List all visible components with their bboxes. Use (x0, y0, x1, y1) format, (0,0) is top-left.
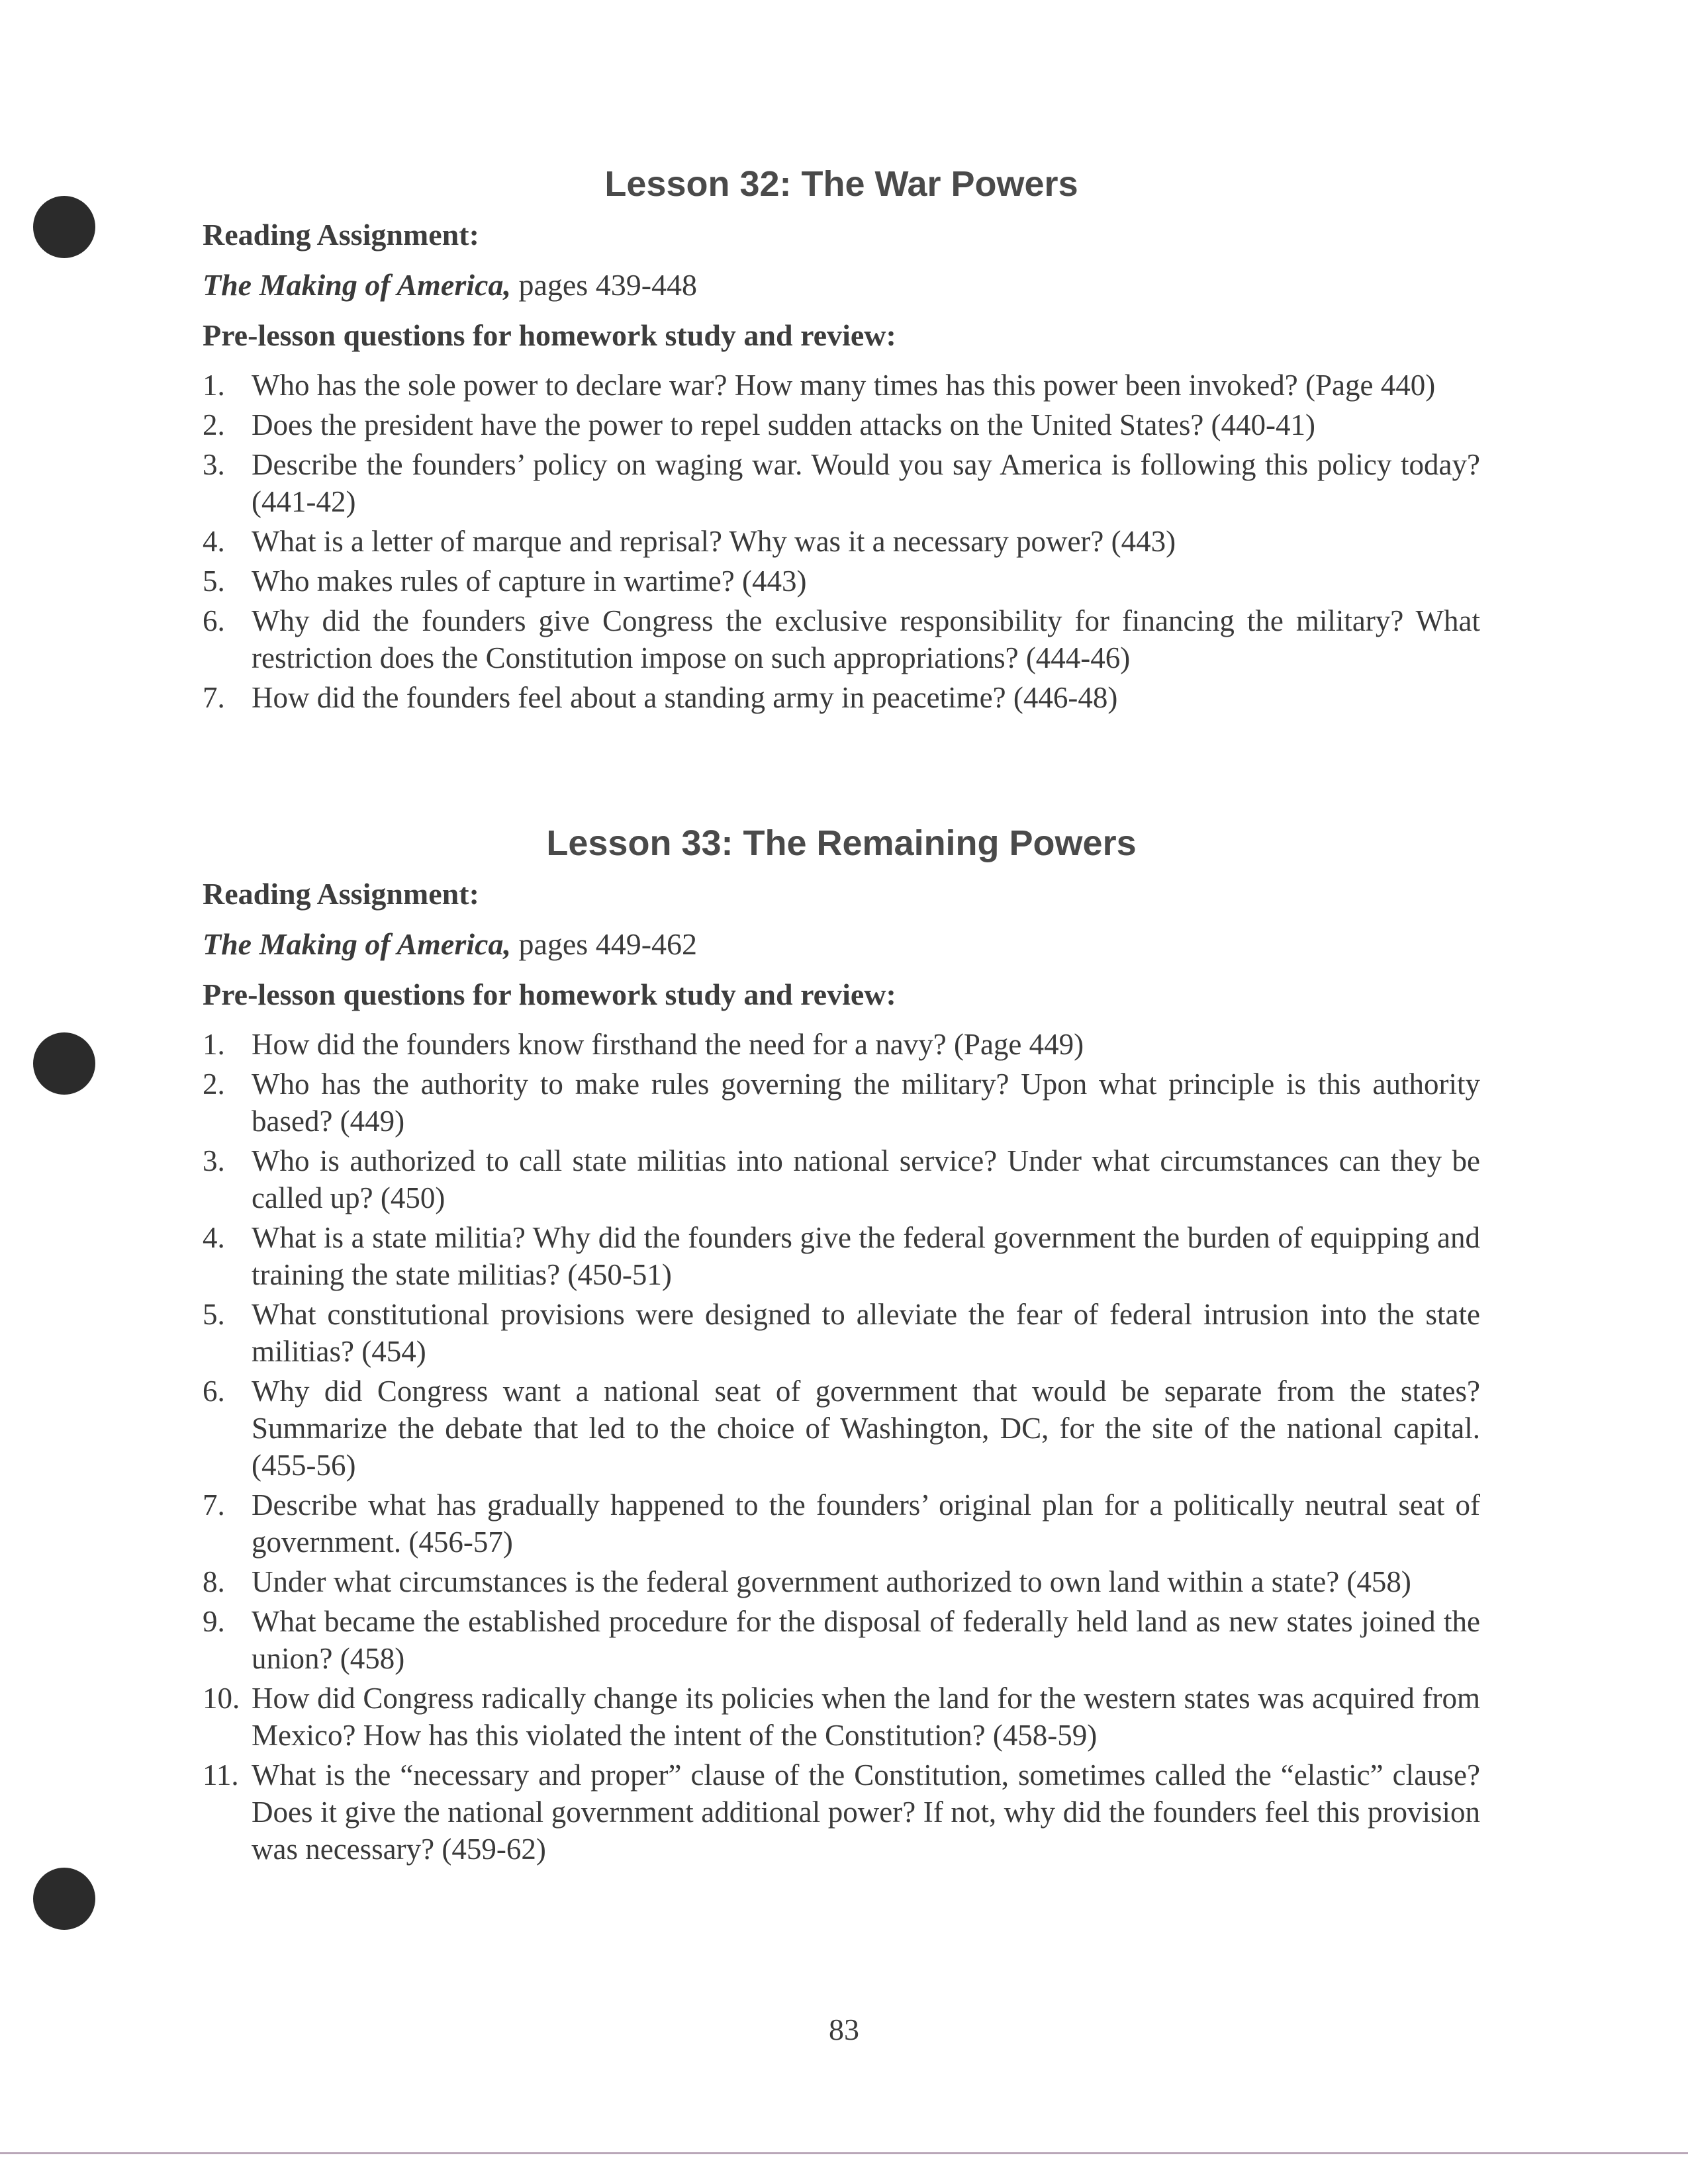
question-list (203, 367, 1480, 716)
page-number: 83 (829, 2013, 859, 2046)
question-item (203, 523, 1480, 560)
book-title: The Making of America, (203, 268, 511, 302)
question-item (203, 1026, 1480, 1063)
question-item (203, 1756, 1480, 1868)
question-item (203, 1296, 1480, 1370)
lesson-33-section (203, 818, 1480, 1870)
question-item (203, 1563, 1480, 1600)
question-item (203, 1486, 1480, 1561)
question-item (203, 367, 1480, 404)
question-number: 6. (203, 604, 225, 637)
question-item (203, 1373, 1480, 1484)
book-title: The Making of America, (203, 927, 511, 961)
question-item (203, 1219, 1480, 1293)
reading-assignment-label: Reading Assignment: (203, 218, 479, 251)
bottom-rule (0, 2152, 1688, 2154)
page-range: pages 449-462 (510, 927, 698, 961)
reading-assignment-label: Reading Assignment: (203, 877, 479, 911)
question-number: 3. (203, 1144, 225, 1177)
question-text: Why did the founders give Congress the exclusive responsibility for financing the military? What restriction does the Constitution impose on such appropriations? (444-46) (252, 604, 1480, 674)
reading-assignment (203, 925, 1480, 964)
binder-hole (33, 1032, 95, 1095)
question-number: 5. (203, 1298, 225, 1331)
question-number: 11. (203, 1758, 239, 1792)
question-item (203, 446, 1480, 520)
question-text: What is a letter of marque and reprisal? Why was it a necessary power? (443) (252, 525, 1176, 558)
question-text: How did the founders know firsthand the need for a navy? (Page 449) (252, 1028, 1084, 1061)
binder-hole (33, 196, 95, 258)
question-text: Who has the sole power to declare war? How many times has this power been invoked? (Page 440) (252, 369, 1436, 402)
question-number: 5. (203, 565, 225, 598)
question-text: Who is authorized to call state militias into national service? Under what circumstances can they be called up? (450) (252, 1144, 1480, 1214)
question-item (203, 679, 1480, 716)
question-item (203, 406, 1480, 443)
question-number: 4. (203, 1221, 225, 1254)
question-item (203, 602, 1480, 676)
question-item (203, 1066, 1480, 1140)
question-list (203, 1026, 1480, 1868)
question-item (203, 1142, 1480, 1216)
question-number: 1. (203, 369, 225, 402)
question-number: 2. (203, 408, 225, 441)
question-text: Describe what has gradually happened to the founders’ original plan for a politically neutral seat of government. (456-57) (252, 1488, 1480, 1559)
question-text: Describe the founders’ policy on waging war. Would you say America is following this policy today? (441-42) (252, 448, 1480, 518)
question-item (203, 1603, 1480, 1677)
question-text: Under what circumstances is the federal government authorized to own land within a state? (458) (252, 1565, 1411, 1598)
question-text: What is the “necessary and proper” clause of the Constitution, sometimes called the “elastic” clause? Does it give the national government additional power? If not, why did the founders feel this provision was necessary? (459-62) (252, 1758, 1480, 1866)
question-item (203, 1680, 1480, 1754)
question-text: Why did Congress want a national seat of government that would be separate from the states? Summarize the debate that led to the choice of Washington, DC, for the site of the national capital. (455-56) (252, 1375, 1480, 1482)
question-number: 4. (203, 525, 225, 558)
question-text: Does the president have the power to repel sudden attacks on the United States? (440-41) (252, 408, 1316, 441)
page-range: pages 439-448 (510, 268, 698, 302)
question-number: 8. (203, 1565, 225, 1598)
question-text: How did the founders feel about a standing army in peacetime? (446-48) (252, 681, 1118, 714)
binder-hole (33, 1868, 95, 1930)
question-text: What constitutional provisions were designed to alleviate the fear of federal intrusion into the state militias? (454) (252, 1298, 1480, 1368)
question-number: 1. (203, 1028, 225, 1061)
lesson-32-section (203, 159, 1480, 719)
lesson-title: Lesson 33: The Remaining Powers (546, 823, 1137, 863)
question-number: 3. (203, 448, 225, 481)
question-text: Who makes rules of capture in wartime? (443) (252, 565, 807, 598)
question-number: 2. (203, 1068, 225, 1101)
question-number: 7. (203, 1488, 225, 1522)
question-number: 7. (203, 681, 225, 714)
question-number: 6. (203, 1375, 225, 1408)
questions-label: Pre-lesson questions for homework study and review: (203, 978, 896, 1011)
question-text: Who has the authority to make rules governing the military? Upon what principle is this authority based? (449) (252, 1068, 1480, 1138)
question-item (203, 563, 1480, 600)
question-number: 9. (203, 1605, 225, 1638)
question-text: What is a state militia? Why did the founders give the federal government the burden of equipping and training the state militias? (450-51) (252, 1221, 1480, 1291)
question-text: How did Congress radically change its policies when the land for the western states was acquired from Mexico? How has this violated the intent of the Constitution? (458-59) (252, 1682, 1480, 1752)
question-text: What became the established procedure for the disposal of federally held land as new states joined the union? (458) (252, 1605, 1480, 1675)
lesson-title: Lesson 32: The War Powers (604, 164, 1078, 204)
question-number: 10. (203, 1682, 240, 1715)
questions-label: Pre-lesson questions for homework study and review: (203, 318, 896, 352)
reading-assignment (203, 266, 1480, 304)
